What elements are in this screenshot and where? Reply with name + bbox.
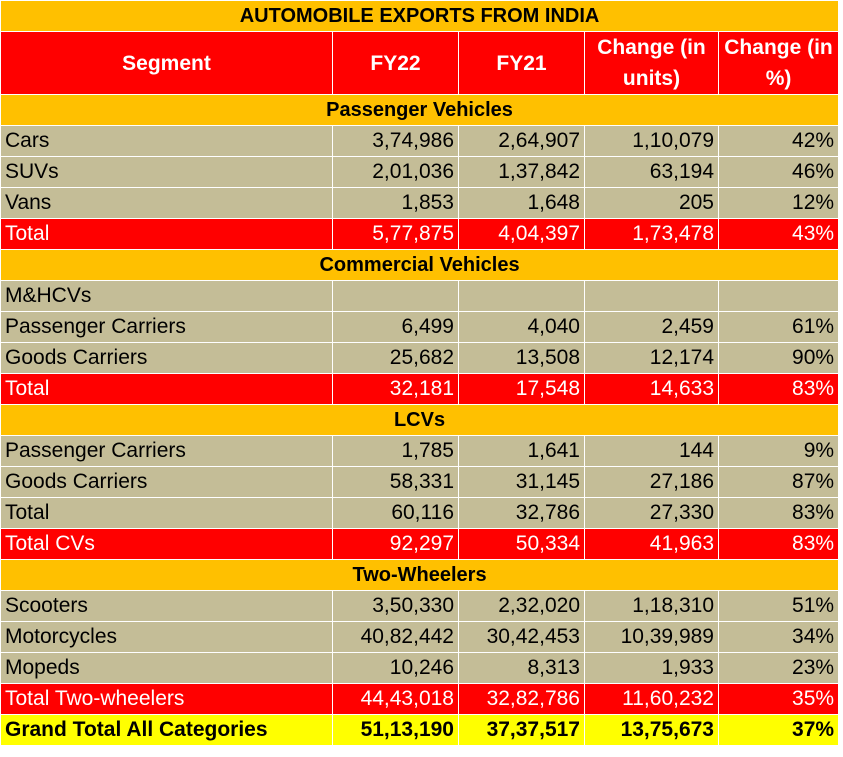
segment-cell: Scooters: [1, 591, 333, 622]
change-units-cell: 205: [585, 188, 719, 219]
table-row: [1, 281, 839, 312]
table-row: [1, 467, 839, 498]
header-row: [1, 32, 839, 95]
fy21-cell: 32,82,786: [459, 684, 585, 715]
segment-cell: SUVs: [1, 157, 333, 188]
change-units-cell: 144: [585, 436, 719, 467]
grand-total-row: [1, 715, 839, 746]
change-units-cell: 41,963: [585, 529, 719, 560]
total-row: [1, 684, 839, 715]
change-units-cell: 1,18,310: [585, 591, 719, 622]
change-units-cell: 2,459: [585, 312, 719, 343]
change-units-cell: 1,933: [585, 653, 719, 684]
change-percent-cell: 61%: [719, 312, 839, 343]
table-row: [1, 498, 839, 529]
title-row: [1, 1, 839, 32]
fy21-cell: 4,04,397: [459, 219, 585, 250]
section-row-passenger-vehicles: [1, 95, 839, 126]
change-percent-cell: 83%: [719, 498, 839, 529]
fy22-cell: 40,82,442: [333, 622, 459, 653]
section-row-lcvs: [1, 405, 839, 436]
fy21-cell: 4,040: [459, 312, 585, 343]
segment-cell: Mopeds: [1, 653, 333, 684]
segment-cell: Passenger Carriers: [1, 312, 333, 343]
section-title: LCVs: [1, 405, 839, 436]
fy22-cell: 10,246: [333, 653, 459, 684]
change-units-cell: 1,10,079: [585, 126, 719, 157]
fy21-cell: [459, 281, 585, 312]
fy22-cell: [333, 281, 459, 312]
table-title: AUTOMOBILE EXPORTS FROM INDIA: [1, 1, 839, 32]
fy22-cell: 5,77,875: [333, 219, 459, 250]
fy21-cell: 1,648: [459, 188, 585, 219]
change-percent-cell: 83%: [719, 374, 839, 405]
fy22-cell: 1,853: [333, 188, 459, 219]
fy21-cell: 8,313: [459, 653, 585, 684]
section-title: Two-Wheelers: [1, 560, 839, 591]
change-percent-cell: [719, 281, 839, 312]
segment-cell: Total: [1, 498, 333, 529]
section-row-commercial-vehicles: [1, 250, 839, 281]
segment-cell: Total CVs: [1, 529, 333, 560]
table-row: [1, 343, 839, 374]
fy21-cell: 13,508: [459, 343, 585, 374]
fy22-cell: 3,74,986: [333, 126, 459, 157]
change-percent-cell: 35%: [719, 684, 839, 715]
change-units-cell: 27,186: [585, 467, 719, 498]
change-units-cell: 10,39,989: [585, 622, 719, 653]
section-title: Passenger Vehicles: [1, 95, 839, 126]
fy22-cell: 1,785: [333, 436, 459, 467]
table-row: [1, 126, 839, 157]
change-percent-cell: 90%: [719, 343, 839, 374]
change-percent-cell: 87%: [719, 467, 839, 498]
fy22-cell: 44,43,018: [333, 684, 459, 715]
segment-cell: Vans: [1, 188, 333, 219]
fy21-cell: 37,37,517: [459, 715, 585, 746]
table-row: [1, 188, 839, 219]
change-percent-cell: 51%: [719, 591, 839, 622]
fy21-cell: 32,786: [459, 498, 585, 529]
table-row: [1, 312, 839, 343]
fy22-cell: 58,331: [333, 467, 459, 498]
change-percent-cell: 42%: [719, 126, 839, 157]
change-percent-cell: 46%: [719, 157, 839, 188]
segment-cell: Passenger Carriers: [1, 436, 333, 467]
column-header-segment: Segment: [1, 32, 333, 95]
change-percent-cell: 9%: [719, 436, 839, 467]
change-units-cell: 11,60,232: [585, 684, 719, 715]
fy22-cell: 60,116: [333, 498, 459, 529]
fy21-cell: 31,145: [459, 467, 585, 498]
segment-cell: Total Two-wheelers: [1, 684, 333, 715]
change-percent-cell: 37%: [719, 715, 839, 746]
change-percent-cell: 83%: [719, 529, 839, 560]
column-header-change-units: Change (in units): [585, 32, 719, 95]
table-row: [1, 436, 839, 467]
fy22-cell: 25,682: [333, 343, 459, 374]
table-row: [1, 622, 839, 653]
fy21-cell: 1,641: [459, 436, 585, 467]
change-units-cell: 63,194: [585, 157, 719, 188]
table-row: [1, 591, 839, 622]
column-header-fy22: FY22: [333, 32, 459, 95]
section-title: Commercial Vehicles: [1, 250, 839, 281]
segment-cell: Total: [1, 374, 333, 405]
fy21-cell: 2,32,020: [459, 591, 585, 622]
segment-cell: Cars: [1, 126, 333, 157]
segment-cell: Total: [1, 219, 333, 250]
segment-cell: Grand Total All Categories: [1, 715, 333, 746]
change-units-cell: 27,330: [585, 498, 719, 529]
change-units-cell: 1,73,478: [585, 219, 719, 250]
fy21-cell: 30,42,453: [459, 622, 585, 653]
fy22-cell: 3,50,330: [333, 591, 459, 622]
segment-cell: Goods Carriers: [1, 343, 333, 374]
column-header-change-percent: Change (in %): [719, 32, 839, 95]
total-row: [1, 374, 839, 405]
change-percent-cell: 12%: [719, 188, 839, 219]
fy21-cell: 1,37,842: [459, 157, 585, 188]
change-units-cell: 13,75,673: [585, 715, 719, 746]
section-row-two-wheelers: [1, 560, 839, 591]
segment-cell: M&HCVs: [1, 281, 333, 312]
change-units-cell: 12,174: [585, 343, 719, 374]
change-percent-cell: 43%: [719, 219, 839, 250]
table-row: [1, 157, 839, 188]
total-row: [1, 219, 839, 250]
fy22-cell: 92,297: [333, 529, 459, 560]
table-body: [1, 95, 839, 746]
fy22-cell: 2,01,036: [333, 157, 459, 188]
change-units-cell: 14,633: [585, 374, 719, 405]
fy21-cell: 50,334: [459, 529, 585, 560]
fy22-cell: 6,499: [333, 312, 459, 343]
fy22-cell: 51,13,190: [333, 715, 459, 746]
table-row: [1, 653, 839, 684]
segment-cell: Motorcycles: [1, 622, 333, 653]
column-header-fy21: FY21: [459, 32, 585, 95]
total-row: [1, 529, 839, 560]
fy22-cell: 32,181: [333, 374, 459, 405]
change-units-cell: [585, 281, 719, 312]
change-percent-cell: 34%: [719, 622, 839, 653]
fy21-cell: 2,64,907: [459, 126, 585, 157]
change-percent-cell: 23%: [719, 653, 839, 684]
fy21-cell: 17,548: [459, 374, 585, 405]
segment-cell: Goods Carriers: [1, 467, 333, 498]
